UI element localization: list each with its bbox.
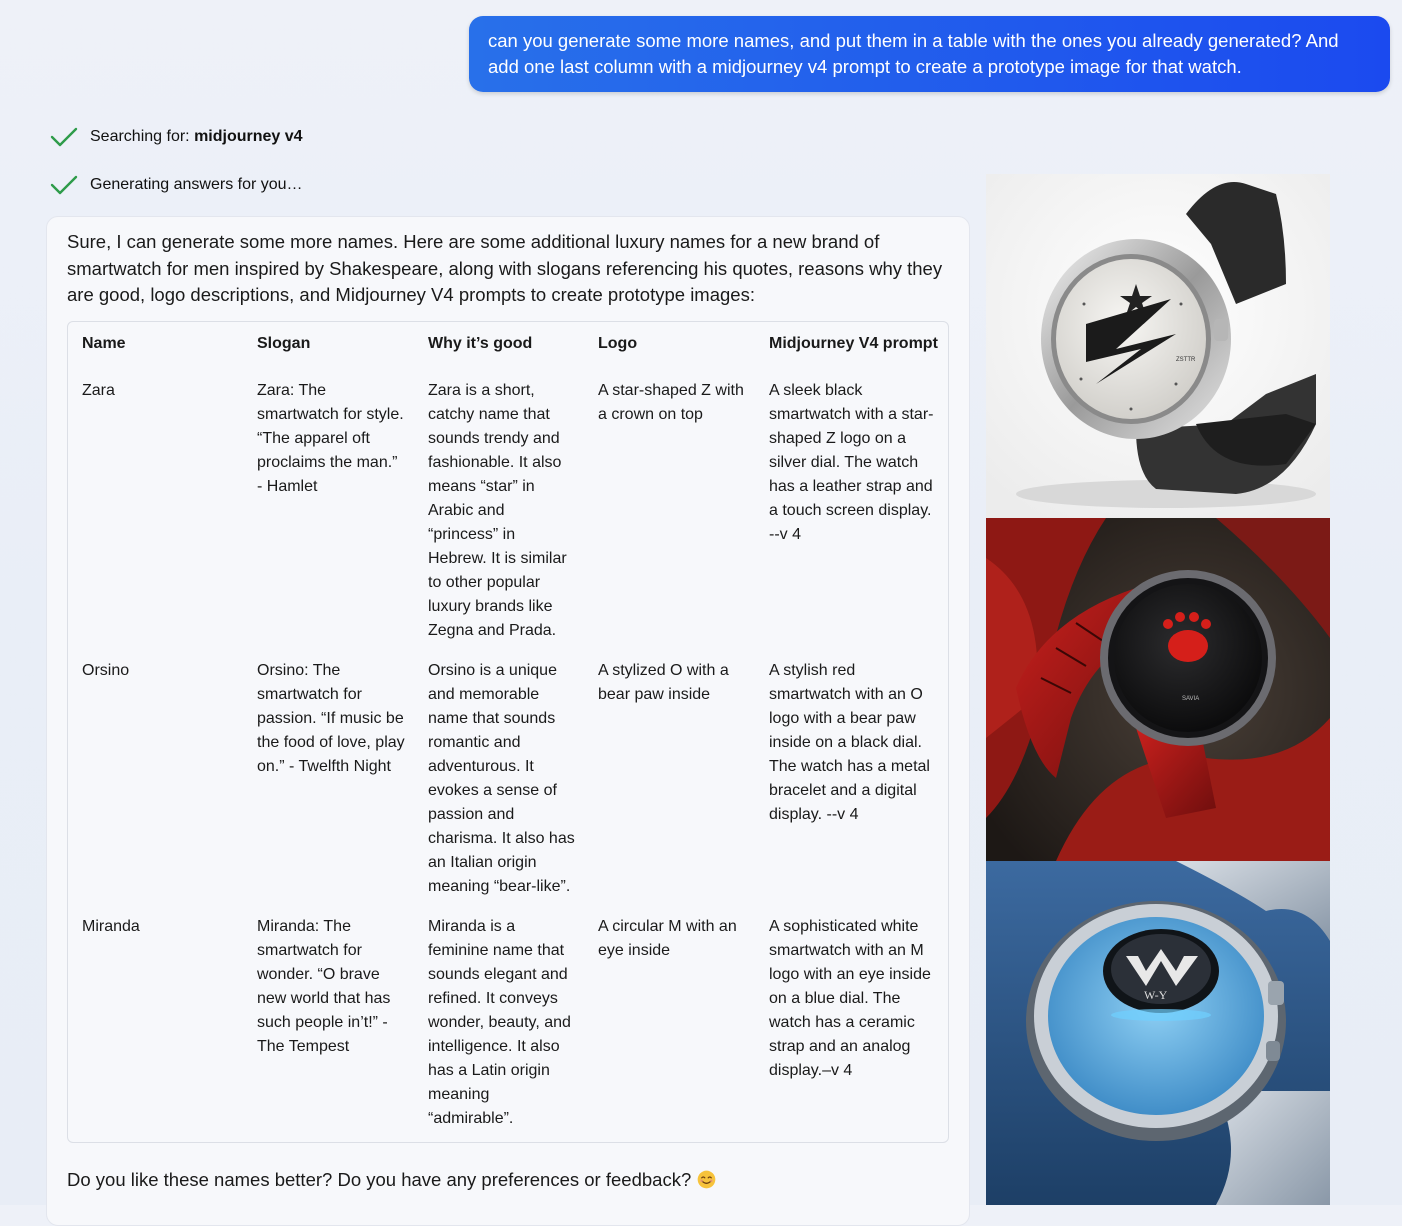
status-generating — [50, 174, 303, 196]
table-row — [68, 652, 948, 908]
header-slogan: Slogan — [257, 334, 311, 352]
cell-logo: A circular M with an eye inside — [598, 917, 737, 959]
cell-why: Orsino is a unique and memorable name that sounds romantic and adventurous. It evokes a sense of passion and charisma. It also has an Italian origin meaning “bear-like”. — [428, 661, 575, 895]
followup-text: Do you like these names better? Do you have any preferences or feedback? — [67, 1168, 692, 1190]
cell-prompt: A sophisticated white smartwatch with an M logo with an eye inside on a blue dial. The watch has a ceramic strap and an analog display.–v 4 — [769, 917, 931, 1079]
header-name: Name — [82, 334, 126, 352]
cell-why: Zara is a short, catchy name that sounds trendy and fashionable. It also means “star” in Arabic and “princess” in Hebrew. It is similar to other popular luxury brands like Zegna and Prada. — [428, 381, 567, 639]
watch-image-zara[interactable] — [986, 174, 1330, 518]
status-searching — [50, 126, 303, 148]
names-table-container — [67, 321, 949, 1143]
cell-why: Miranda is a feminine name that sounds elegant and refined. It conveys wonder, beauty, and intelligence. It also has a Latin origin meaning “admirable”. — [428, 917, 571, 1127]
answer-card — [46, 216, 970, 1226]
cell-slogan: Orsino: The smartwatch for passion. “If music be the food of love, play on.” - Twelfth Night — [257, 661, 405, 775]
cell-slogan: Zara: The smartwatch for style. “The apparel oft proclaims the man.” - Hamlet — [257, 381, 404, 495]
watch-brand-mark: W-Y — [1144, 988, 1168, 1002]
status-prefix: Searching for: — [90, 128, 195, 145]
checkmark-icon — [50, 126, 78, 148]
watch-image-miranda[interactable] — [986, 861, 1330, 1205]
answer-intro: Sure, I can generate some more names. Here are some additional luxury names for a new brand of smartwatch for men inspired by Shakespeare, along with slogans referencing his quotes, reasons why they are good, logo descriptions, and Midjourney V4 prompts to create prototype images: — [67, 231, 943, 305]
watch-image-orsino[interactable] — [986, 518, 1330, 861]
header-prompt: Midjourney V4 prompt — [769, 334, 938, 352]
cell-slogan: Miranda: The smartwatch for wonder. “O brave new world that has such people in’t!” - The Tempest — [257, 917, 391, 1055]
table-row — [68, 372, 948, 652]
search-query: midjourney v4 — [194, 128, 303, 145]
cell-name: Orsino — [82, 661, 130, 679]
watch-brand-mark: SAVIA — [1182, 696, 1200, 702]
status-text: Generating answers for you… — [90, 176, 303, 193]
watch-brand-mark: ZSTTR — [1176, 357, 1196, 363]
cell-logo: A stylized O with a bear paw inside — [598, 661, 729, 703]
names-table — [68, 322, 948, 1140]
answer-followup — [67, 1167, 949, 1193]
cell-prompt: A sleek black smartwatch with a star-shaped Z logo on a silver dial. The watch has a leather strap and a touch screen display. --v 4 — [769, 381, 934, 543]
table-row — [68, 908, 948, 1140]
cell-prompt: A stylish red smartwatch with an O logo with a bear paw inside on a black dial. The watch has a metal bracelet and a digital display. --v 4 — [769, 661, 930, 823]
user-message-bubble: can you generate some more names, and put them in a table with the ones you already generated? And add one last column with a midjourney v4 prompt to create a prototype image for that watch. — [469, 16, 1390, 92]
cell-logo: A star-shaped Z with a crown on top — [598, 381, 744, 423]
header-why: Why it’s good — [428, 334, 533, 352]
header-logo: Logo — [598, 334, 638, 352]
cell-name: Zara — [82, 381, 115, 399]
checkmark-icon — [50, 174, 78, 196]
cell-name: Miranda — [82, 917, 140, 935]
generated-images-column — [986, 174, 1330, 1205]
table-header-row — [68, 322, 948, 372]
smiling-face-emoji-icon — [697, 1170, 716, 1189]
